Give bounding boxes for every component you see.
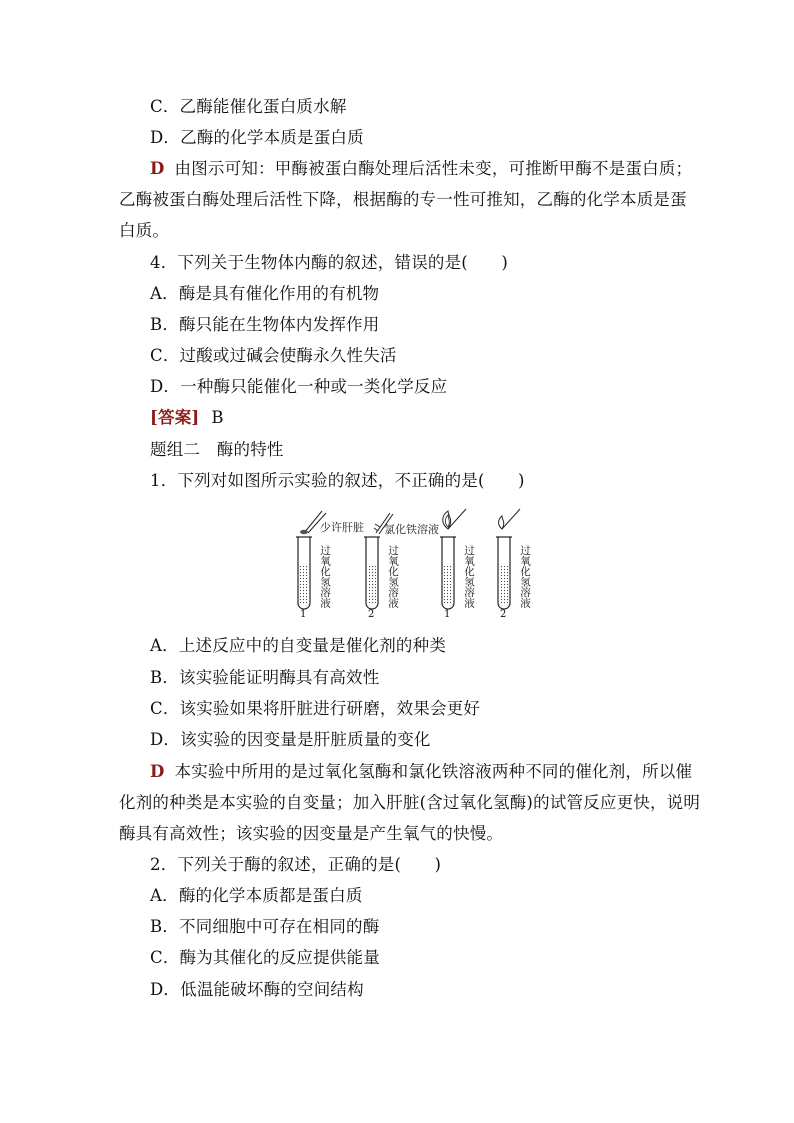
tube-number: 1 [300,609,307,620]
option-a-q1: A．上述反应中的自变量是催化剂的种类 [150,636,447,655]
tube-2-label: 过氧化氢溶液 [387,545,399,608]
option-d-q4: D．一种酶只能催化一种或一类化学反应 [150,377,448,396]
tube-number: 2 [368,609,375,620]
answer-q4 [150,408,224,428]
experiment-figure [290,505,540,623]
option-d-q2: D．低温能破坏酶的空间结构 [150,980,364,999]
tube-3-label: 过氧化氢溶液 [463,545,475,608]
test-tube [364,537,380,609]
flame-icon [499,509,520,529]
tube-4-label: 过氧化氢溶液 [519,545,531,608]
option-c-q2: C．酶为其催化的反应提供能量 [150,948,380,967]
test-tube [440,537,456,609]
explanation-continued: 化剂的种类是本实验的自变量；加入肝脏(含过氧化氢酶)的试管反应更快，说明 [119,793,701,812]
question-2-section2: 2．下列关于酶的叙述，正确的是( ) [150,855,442,874]
test-tube [296,537,312,609]
tube-number: 1 [444,609,451,620]
answer-letter: D [150,762,165,781]
option-a-q4: A．酶是具有催化作用的有机物 [150,284,380,303]
label-fecl3: 氯化铁溶液 [384,523,439,536]
answer-letter: D [150,159,165,178]
option-d-q3: D．乙酶的化学本质是蛋白质 [150,128,364,147]
option-b-q2: B．不同细胞中可存在相同的酶 [150,917,380,936]
explanation-continued: 乙酶被蛋白酶处理后活性下降，根据酶的专一性可推知，乙酶的化学本质是蛋 [119,190,687,209]
answer-tag: [答案] [150,408,200,427]
answer-explanation-q3 [150,159,692,179]
label-liver: 少许肝脏 [320,521,364,534]
option-a-q2: A．酶的化学本质都是蛋白质 [150,886,363,905]
tube-1-label: 过氧化氢溶液 [319,545,331,608]
explanation-end: 酶具有高效性；该实验的因变量是产生氧气的快慢。 [119,824,504,843]
answer-explanation-q1 [150,762,692,782]
question-4: 4．下列关于生物体内酶的叙述，错误的是( ) [150,253,508,272]
explanation-text: 由图示可知：甲酶被蛋白酶处理后活性未变，可推断甲酶不是蛋白质； [174,159,693,178]
option-c-q4: C．过酸或过碱会使酶永久性失活 [150,346,397,365]
flame-icon [443,509,466,529]
answer-value: B [211,408,224,427]
option-c-q3: C．乙酶能催化蛋白质水解 [150,97,347,116]
option-b-q1: B．该实验能证明酶具有高效性 [150,668,380,687]
explanation-end: 白质。 [119,221,170,240]
option-d-q1: D．该实验的因变量是肝脏质量的变化 [150,730,431,749]
option-b-q4: B．酶只能在生物体内发挥作用 [150,315,380,334]
option-c-q1: C．该实验如果将肝脏进行研磨，效果会更好 [150,699,481,718]
question-1-section2: 1．下列对如图所示实验的叙述，不正确的是( ) [150,471,525,490]
tube-number: 2 [500,609,507,620]
section-heading: 题组二 酶的特性 [150,440,284,459]
explanation-text: 本实验中所用的是过氧化氢酶和氯化铁溶液两种不同的催化剂，所以催 [174,762,693,781]
test-tube [496,537,512,609]
